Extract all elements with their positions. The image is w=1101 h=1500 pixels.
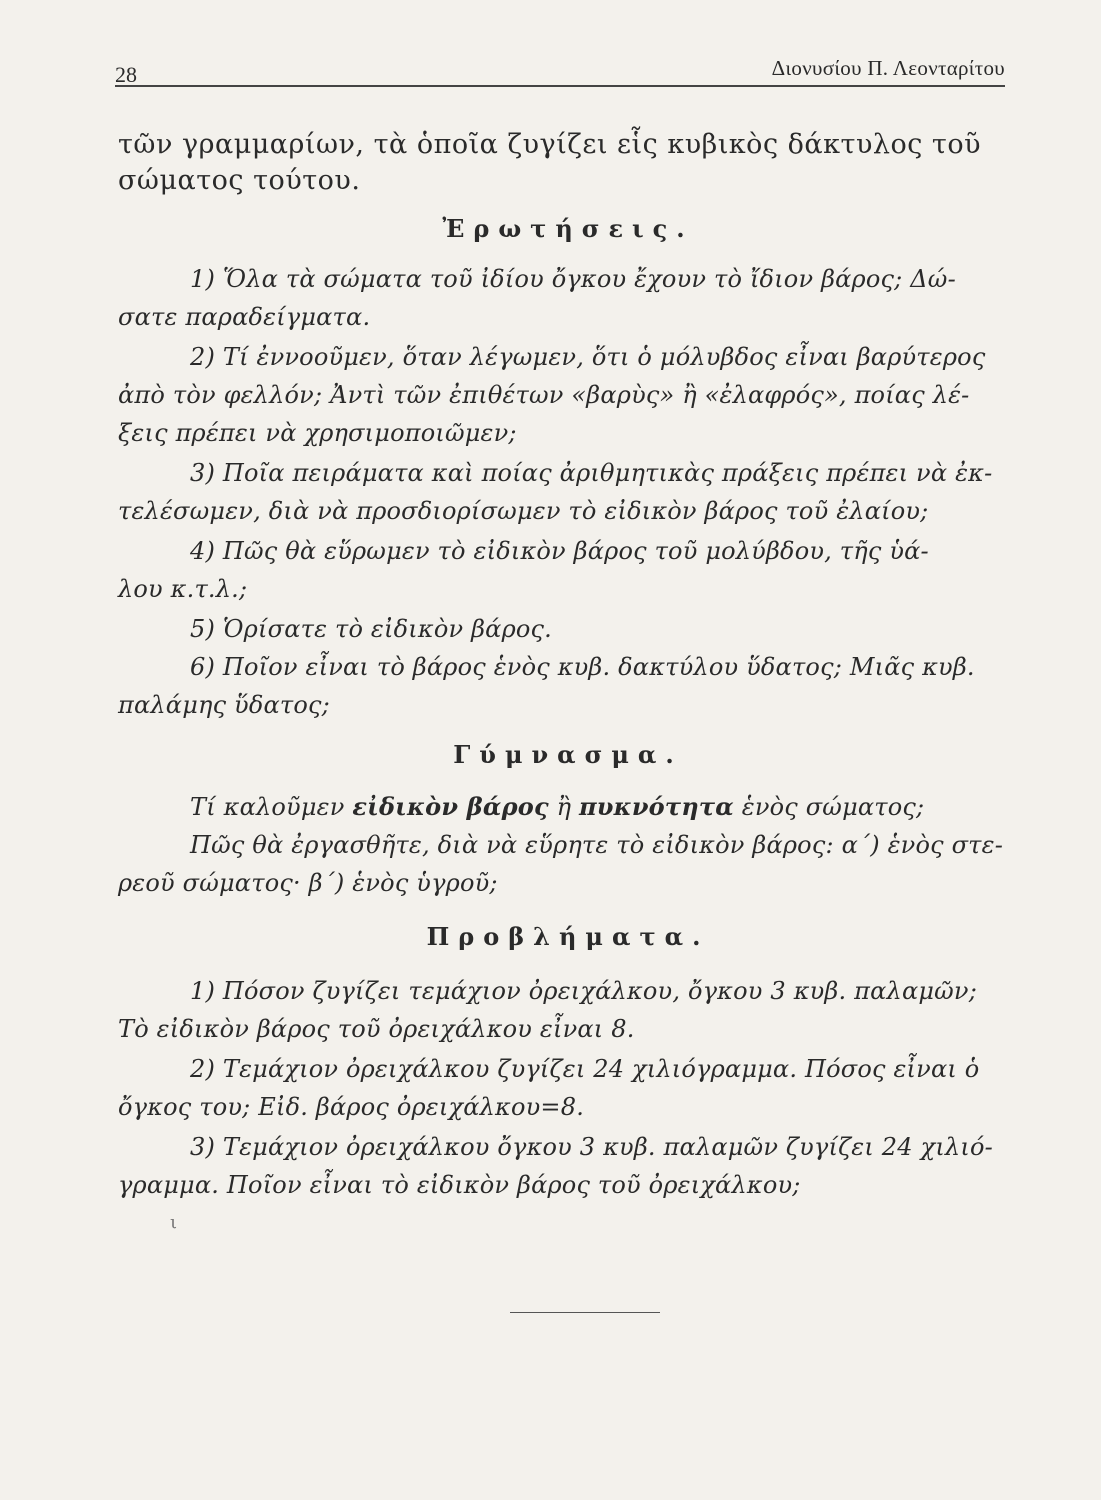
term-density: πυκνότητα — [579, 792, 734, 821]
question-5-line-1: 5) Ὁρίσατε τὸ εἰδικὸν βάρος. — [190, 615, 553, 643]
question-4-line-1: 4) Πῶς θὰ εὕρωμεν τὸ εἰδικὸν βάρος τοῦ μολύβδου, τῆς ὑά- — [190, 537, 929, 565]
exercise-text-3: ἑνὸς σώματος; — [733, 793, 925, 821]
questions-heading: Ἐρωτήσεις. — [442, 214, 694, 243]
problem-3-line-2: γραμμα. Ποῖον εἶναι τὸ εἰδικὸν βάρος τοῦ ὀρειχάλκου; — [118, 1171, 801, 1199]
exercise-line-2: Πῶς θὰ ἐργασθῆτε, διὰ νὰ εὕρητε τὸ εἰδικὸν βάρος: α΄) ἑνὸς στε- — [190, 831, 1004, 859]
body-text — [118, 118, 1018, 1200]
page-number: 28 — [115, 62, 137, 87]
question-6-line-1: 6) Ποῖον εἶναι τὸ βάρος ἑνὸς κυβ. δακτύλου ὕδατος; Μιᾶς κυβ. — [190, 653, 975, 681]
exercise-heading: Γύμνασμα. — [453, 740, 683, 769]
problems-heading: Προβλήματα. — [426, 922, 710, 951]
question-6-line-2: παλάμης ὕδατος; — [118, 691, 330, 719]
exercise-line-1 — [118, 792, 1018, 822]
page-header — [115, 50, 1005, 86]
stray-print-mark: ι — [170, 1212, 178, 1233]
problem-1-line-2: Τὸ εἰδικὸν βάρος τοῦ ὀρειχάλκου εἶναι 8. — [118, 1015, 635, 1043]
question-3-line-1: 3) Ποῖα πειράματα καὶ ποίας ἀριθμητικὰς πράξεις πρέπει νὰ ἐκ- — [190, 459, 993, 487]
question-2-line-1: 2) Τί ἐννοοῦμεν, ὅταν λέγωμεν, ὅτι ὁ μόλυβδος εἶναι βαρύτερος — [190, 343, 986, 371]
problem-1-line-1: 1) Πόσον ζυγίζει τεμάχιον ὀρειχάλκου, ὄγκου 3 κυβ. παλαμῶν; — [190, 977, 977, 1005]
exercise-text-2: ἢ — [548, 793, 580, 821]
question-1-line-2: σατε παραδείγματα. — [118, 303, 371, 331]
exercise-text-1: Τί καλοῦμεν — [190, 793, 353, 821]
running-head: Διονυσίου Π. Λεονταρίτου — [771, 56, 1005, 80]
intro-line-1: τῶν γραμμαρίων, τὰ ὁποῖα ζυγίζει εἷς κυβικὸς δάκτυλος τοῦ — [118, 129, 982, 160]
footer-rule — [510, 1312, 660, 1313]
question-2-line-3: ξεις πρέπει νὰ χρησιμοποιῶμεν; — [118, 419, 517, 447]
problem-2-line-2: ὄγκος του; Εἰδ. βάρος ὀρειχάλκου=8. — [118, 1093, 585, 1121]
term-specific-weight: εἰδικὸν βάρος — [352, 792, 549, 821]
exercise-line-3: ρεοῦ σώματος· β΄) ἑνὸς ὑγροῦ; — [118, 869, 498, 897]
question-3-line-2: τελέσωμεν, διὰ νὰ προσδιορίσωμεν τὸ εἰδικὸν βάρος τοῦ ἐλαίου; — [118, 497, 929, 525]
problem-2-line-1: 2) Τεμάχιον ὀρειχάλκου ζυγίζει 24 χιλιόγραμμα. Πόσος εἶναι ὁ — [190, 1055, 980, 1083]
header-rule — [115, 85, 1005, 87]
problem-3-line-1: 3) Τεμάχιον ὀρειχάλκου ὄγκου 3 κυβ. παλαμῶν ζυγίζει 24 χιλιό- — [190, 1133, 993, 1161]
intro-line-2: σώματος τούτου. — [118, 165, 361, 196]
question-2-line-2: ἀπὸ τὸν φελλόν; Ἀντὶ τῶν ἐπιθέτων «βαρὺς» ἢ «ἐλαφρός», ποίας λέ- — [118, 381, 970, 409]
question-1-line-1: 1) Ὅλα τὰ σώματα τοῦ ἰδίου ὄγκου ἔχουν τὸ ἴδιον βάρος; Δώ- — [190, 265, 956, 293]
question-4-line-2: λου κ.τ.λ.; — [118, 575, 248, 603]
